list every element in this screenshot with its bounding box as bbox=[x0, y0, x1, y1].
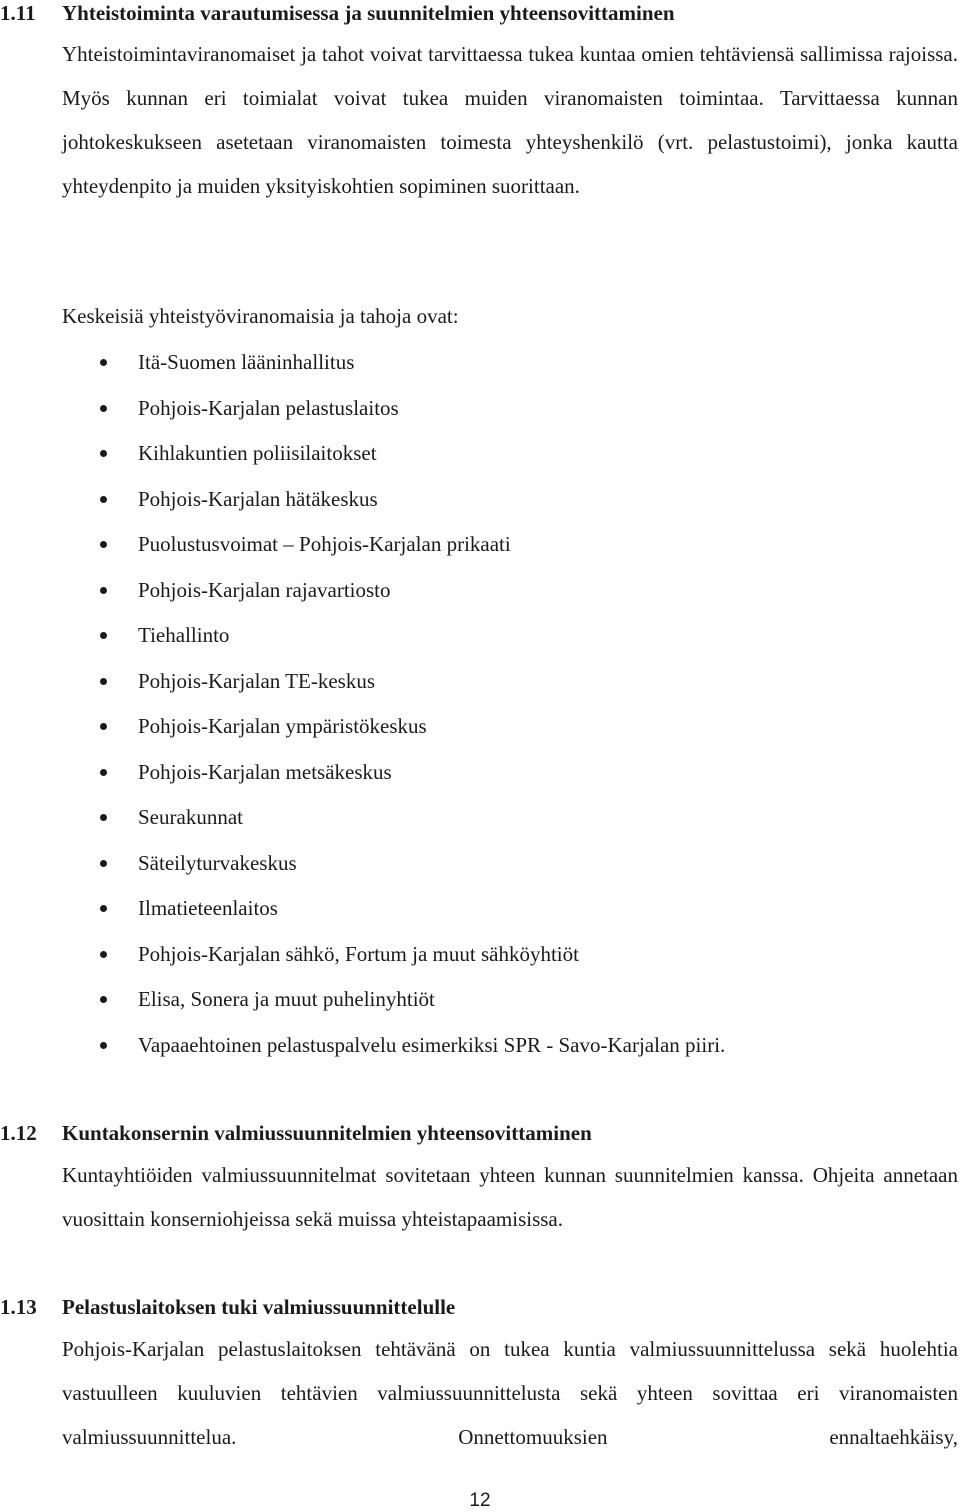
list-item-text: Elisa, Sonera ja muut puhelinyhtiöt bbox=[138, 987, 435, 1011]
bullet-icon bbox=[100, 587, 107, 594]
bullet-icon bbox=[100, 905, 107, 912]
bullet-icon bbox=[100, 405, 107, 412]
list-item-text: Tiehallinto bbox=[138, 623, 230, 647]
list-item-text: Pohjois-Karjalan metsäkeskus bbox=[138, 759, 392, 784]
section-title: Kuntakonsernin valmiussuunnitelmien yhteensovittaminen bbox=[62, 1121, 592, 1145]
bullet-icon bbox=[100, 496, 107, 503]
bullet-icon bbox=[100, 769, 107, 776]
list-item bbox=[0, 622, 960, 668]
bullet-icon bbox=[100, 541, 107, 548]
list-item bbox=[0, 349, 960, 395]
list-item bbox=[0, 986, 960, 1032]
list-item bbox=[0, 531, 960, 577]
list-item bbox=[0, 850, 960, 896]
list-item bbox=[0, 395, 960, 441]
list-item bbox=[0, 486, 960, 532]
list-item-text: Pohjois-Karjalan rajavartiosto bbox=[138, 577, 391, 602]
list-item-text: Pohjois-Karjalan ympäristökeskus bbox=[138, 714, 427, 738]
list-item bbox=[0, 577, 960, 623]
list-item bbox=[0, 895, 960, 941]
section-number: 1.13 bbox=[0, 1295, 37, 1319]
cooperation-authorities-list bbox=[0, 349, 960, 1077]
section-number: 1.12 bbox=[0, 1121, 37, 1145]
bullet-icon bbox=[100, 860, 107, 867]
list-item bbox=[0, 759, 960, 805]
list-item bbox=[0, 668, 960, 714]
list-item-text: Kihlakuntien poliisilaitokset bbox=[138, 441, 377, 465]
section-paragraph-1-13: Pohjois-Karjalan pelastuslaitoksen tehtävänä on tukea kuntia valmiussuunnittelussa sekä huolehtia vastuulleen kuuluvien tehtävien valmiussuunnittelusta sekä yhteen sovittaa eri viranomaisten valmiussuunnittelua. Onnettomuuksien ennaltaehkäisy, bbox=[62, 1337, 958, 1449]
list-item bbox=[0, 440, 960, 486]
bullet-icon bbox=[100, 359, 107, 366]
list-item bbox=[0, 941, 960, 987]
list-item bbox=[0, 1032, 960, 1078]
bullet-icon bbox=[100, 723, 107, 730]
section-title: Pelastuslaitoksen tuki valmiussuunnittelulle bbox=[62, 1295, 456, 1319]
list-item-text: Pohjois-Karjalan pelastuslaitos bbox=[138, 395, 399, 420]
bullet-icon bbox=[100, 678, 107, 685]
bullet-icon bbox=[100, 951, 107, 958]
list-item-text: Pohjois-Karjalan sähkö, Fortum ja muut sähköyhtiöt bbox=[138, 941, 579, 966]
bullet-icon bbox=[100, 1042, 107, 1049]
section-paragraph-1-11: Yhteistoimintaviranomaiset ja tahot voivat tarvittaessa tukea kuntaa omien tehtäviensä sallimissa rajoissa. Myös kunnan eri toimialat voivat tukea muiden viranomaisten toimintaa. Tarvittaessa kunnan johtokeskukseen asetetaan viranomaisten toimesta yhteyshenkilö (vrt. pelastustoimi), jonka kautta yhteydenpito ja muiden yksityiskohtien sopiminen suorittaan. bbox=[62, 42, 958, 198]
list-item-text: Itä-Suomen lääninhallitus bbox=[138, 350, 355, 374]
bullet-icon bbox=[100, 632, 107, 639]
list-item-text: Ilmatieteenlaitos bbox=[138, 896, 278, 920]
bullet-icon bbox=[100, 814, 107, 821]
list-item-text: Vapaaehtoinen pelastuspalvelu esimerkiksi SPR - Savo-Karjalan piiri. bbox=[138, 1032, 726, 1057]
list-intro: Keskeisiä yhteistyöviranomaisia ja tahoja ovat: bbox=[62, 304, 459, 328]
bullet-icon bbox=[100, 450, 107, 457]
list-item-text: Säteilyturvakeskus bbox=[138, 850, 297, 875]
section-number: 1.11 bbox=[0, 1, 36, 25]
bullet-icon bbox=[100, 996, 107, 1003]
list-item-text: Pohjois-Karjalan hätäkeskus bbox=[138, 486, 378, 511]
list-item-text: Puolustusvoimat – Pohjois-Karjalan prikaati bbox=[138, 532, 511, 556]
list-item bbox=[0, 804, 960, 850]
section-paragraph-1-12: Kuntayhtiöiden valmiussuunnitelmat sovitetaan yhteen kunnan suunnitelmien kanssa. Ohjeita annetaan vuosittain konserniohjeissa sekä muissa yhteistapaamisissa. bbox=[62, 1163, 958, 1231]
list-item-text: Pohjois-Karjalan TE-keskus bbox=[138, 668, 375, 693]
list-item-text: Seurakunnat bbox=[138, 805, 243, 829]
list-item bbox=[0, 713, 960, 759]
page-number: 12 bbox=[469, 1490, 491, 1511]
section-title: Yhteistoiminta varautumisessa ja suunnitelmien yhteensovittaminen bbox=[62, 1, 675, 25]
